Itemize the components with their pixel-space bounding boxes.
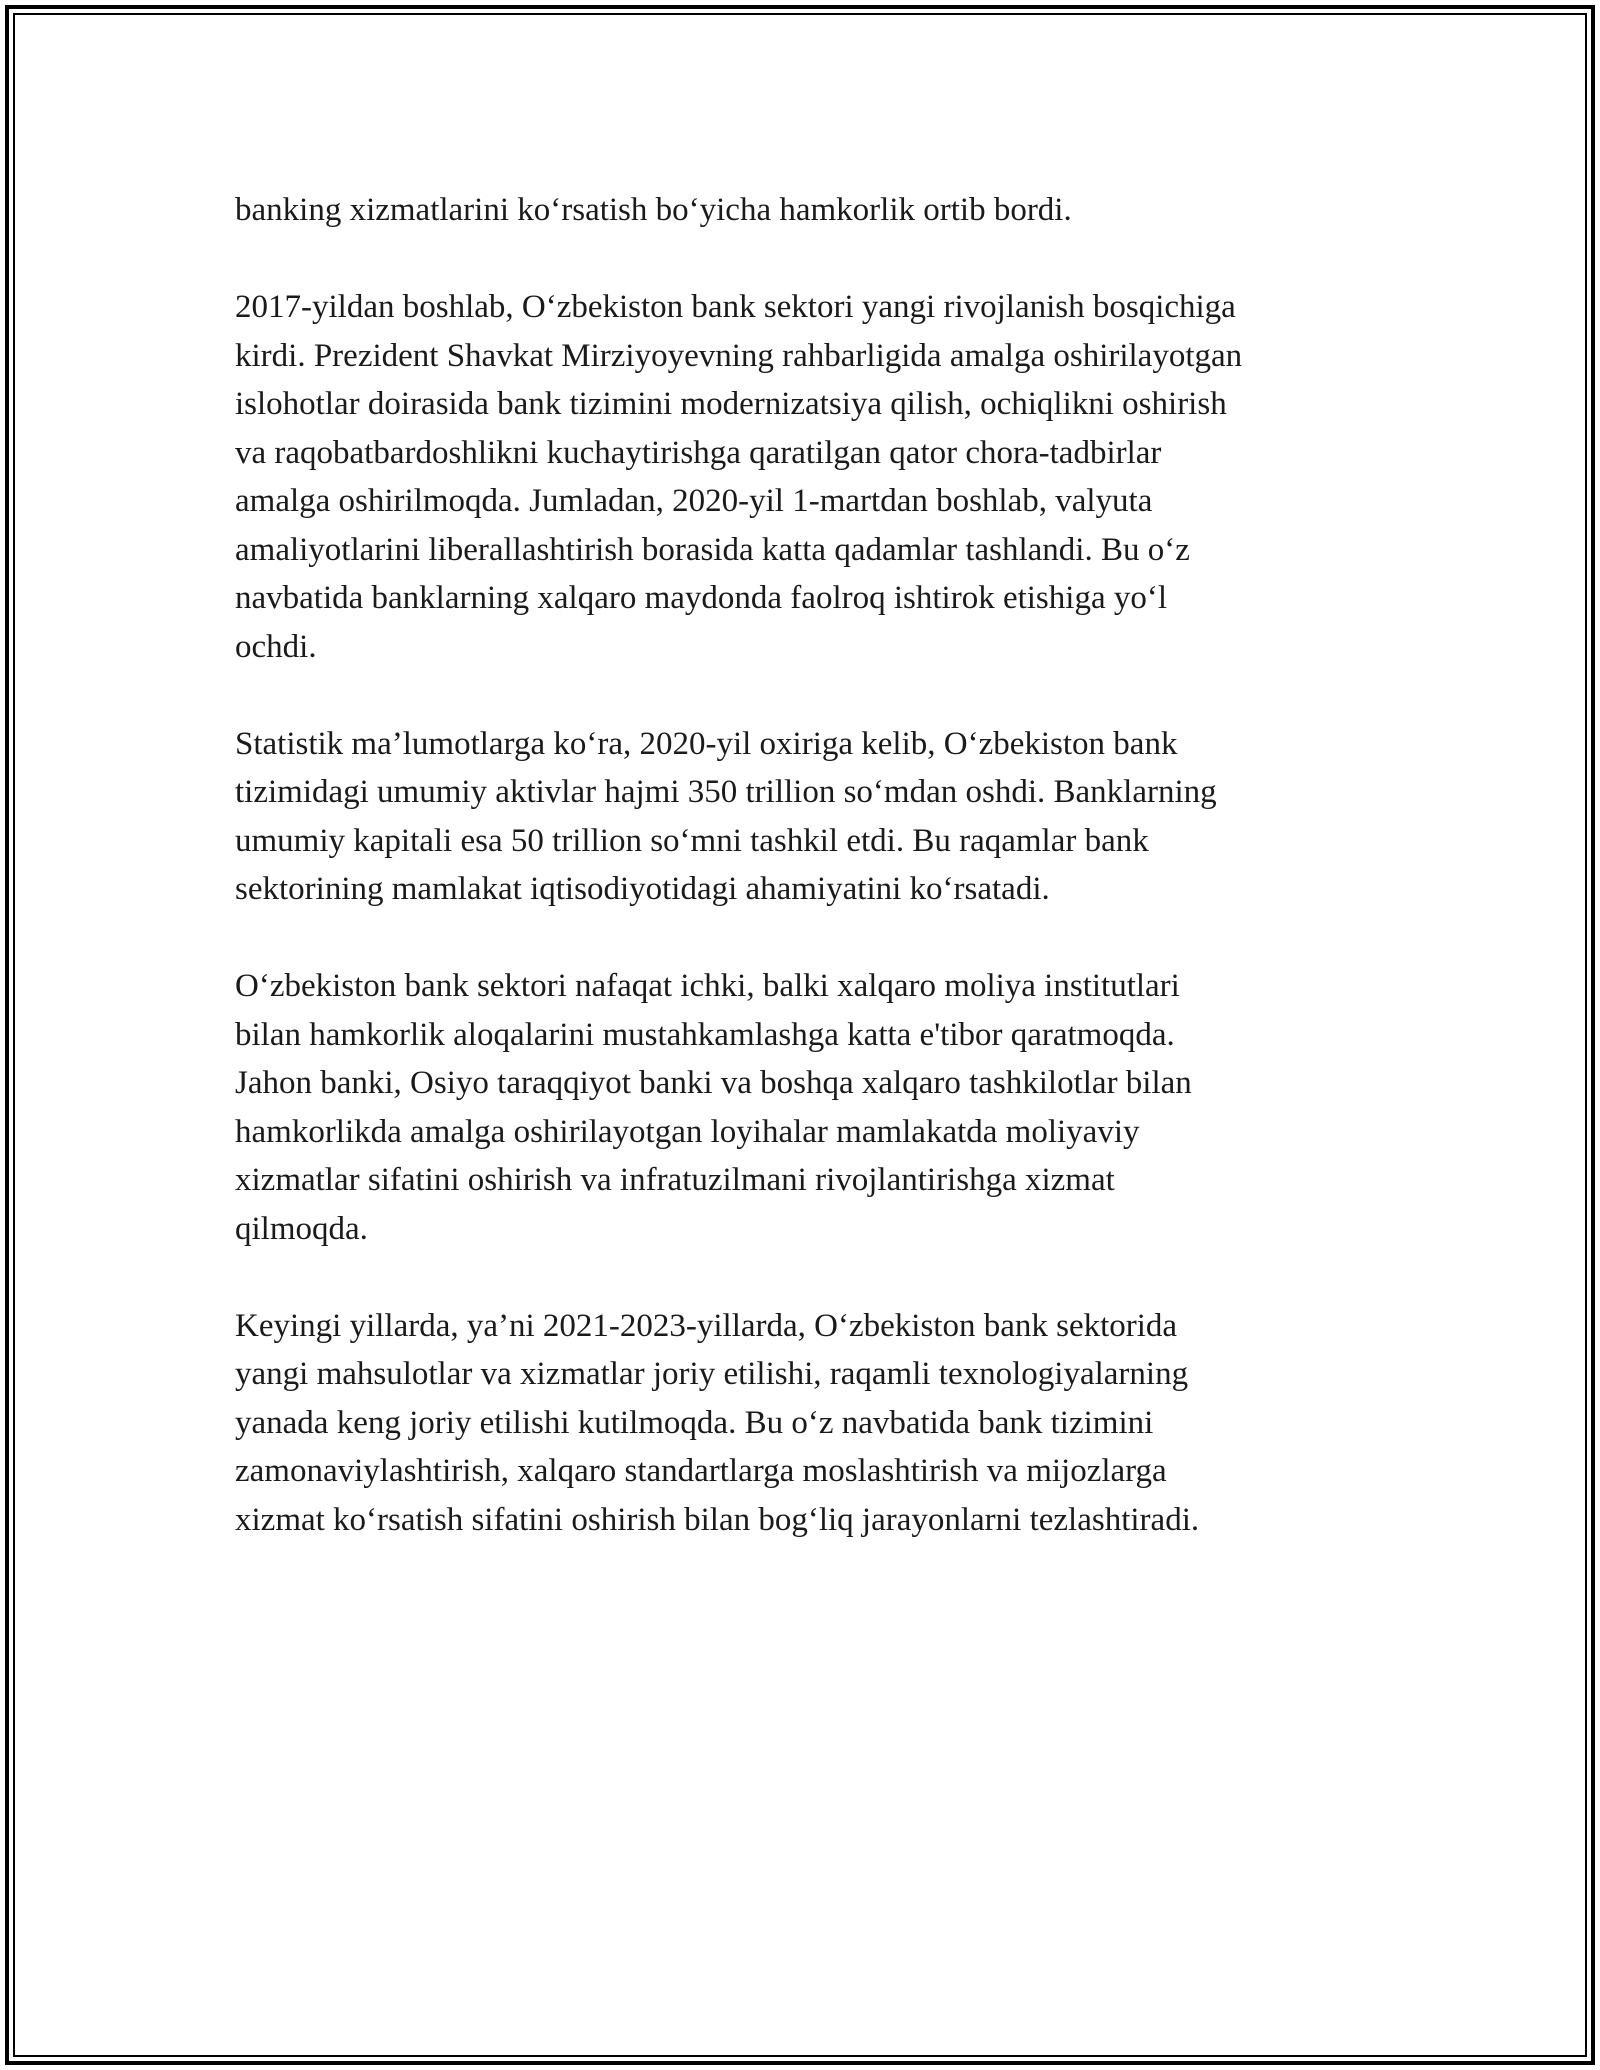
paragraph-2: 2017-yildan boshlab, O‘zbekiston bank sektori yangi rivojlanish bosqichiga kirdi. Prezident Shavkat Mirziyoyevning rahbarligida amalga oshirilayotgan islohotlar doirasida bank tizimini modernizatsiya qilish, ochiqlikni oshirish va raqobatbardoshlikni kuchaytirishga qaratilgan qator chora-tadbirlar amalga oshirilmoqda. Jumladan, 2020-yil 1-martdan boshlab, valyuta amaliyotlarini liberallashtirish borasida katta qadamlar tashlandi. Bu o‘z navbatida banklarning xalqaro maydonda faolroq ishtirok etishiga yo‘l ochdi.	[235, 289, 1243, 665]
paragraph-3: Statistik ma’lumotlarga ko‘ra, 2020-yil oxiriga kelib, O‘zbekiston bank tizimidagi umumiy aktivlar hajmi 350 trillion so‘mdan oshdi. Banklarning umumiy kapitali esa 50 trillion so‘mni tashkil etdi. Bu raqamlar bank sektorining mamlakat iqtisodiyotidagi ahamiyatini ko‘rsatadi.	[235, 725, 1217, 907]
paragraph-4: O‘zbekiston bank sektori nafaqat ichki, balki xalqaro moliya institutlari bilan hamkorlik aloqalarini mustahkamlashga katta e'tibor qaratmoqda. Jahon banki, Osiyo taraqqiyot banki va boshqa xalqaro tashkilotlar bilan hamkorlikda amalga oshirilayotgan loyihalar mamlakatda moliyaviy xizmatlar sifatini oshirish va infratuzilmani rivojlantirishga xizmat qilmoqda.	[235, 968, 1192, 1247]
paragraph-1: banking xizmatlarini ko‘rsatish bo‘yicha hamkorlik ortib bordi.	[235, 192, 1072, 228]
document-body	[235, 186, 1375, 1593]
paragraph-5: Keyingi yillarda, ya’ni 2021-2023-yillarda, O‘zbekiston bank sektorida yangi mahsulotlar va xizmatlar joriy etilishi, raqamli texnologiyalarning yanada keng joriy etilishi kutilmoqda. Bu o‘z navbatida bank tizimini zamonaviylashtirish, xalqaro standartlarga moslashtirish va mijozlarga xizmat ko‘rsatish sifatini oshirish bilan bog‘liq jarayonlarni tezlashtiradi.	[235, 1307, 1200, 1538]
